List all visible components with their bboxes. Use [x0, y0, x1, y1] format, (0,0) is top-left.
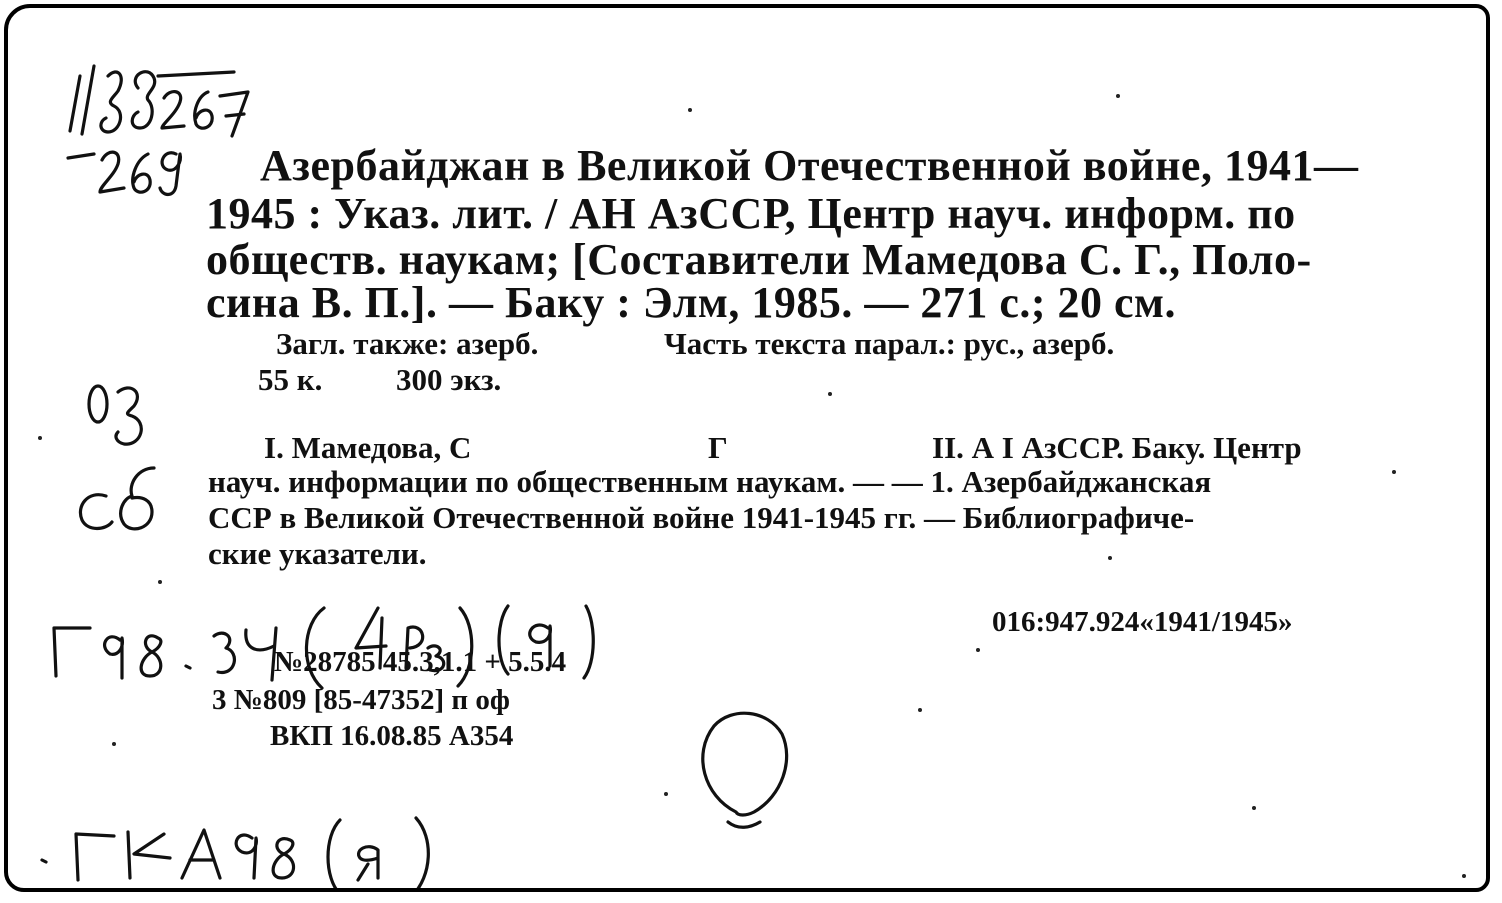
udc-code: 016:947.924«1941/1945»: [992, 606, 1293, 638]
entry-line-4: сина В. П.]. — Баку : Элм, 1985. — 271 с.; 20 см.: [206, 278, 1177, 327]
speck: [918, 708, 922, 712]
price: 55 к.: [258, 362, 323, 397]
title-note: Загл. также: азерб.: [276, 326, 539, 361]
copies: 300 экз.: [396, 362, 502, 397]
entry-line-3: обществ. наукам; [Составители Мамедова С. Г., Поло-: [206, 235, 1312, 284]
speck: [688, 108, 692, 112]
speck: [158, 580, 162, 584]
speck: [1252, 806, 1256, 810]
speck: [664, 792, 668, 796]
speck: [828, 392, 832, 396]
tracing-line-1c: II. А I АзССР. Баку. Центр: [932, 430, 1302, 465]
speck: [976, 648, 980, 652]
catalog-card: [4, 4, 1490, 892]
handwritten-stamp-label: [28, 798, 468, 892]
entry-line-2: 1945 : Указ. лит. / АН АзССР, Центр науч. информ. по: [206, 189, 1296, 238]
tracing-line-1a: I. Мамедова, С: [264, 430, 472, 465]
speck: [1392, 470, 1396, 474]
handwritten-mark-03: [78, 374, 168, 464]
speck: [112, 742, 116, 746]
speck: [1108, 556, 1112, 560]
codes-line-3: ВКП 16.08.85 А354: [270, 720, 514, 752]
speck: [1116, 94, 1120, 98]
speck: [1462, 874, 1466, 878]
tracing-line-2: науч. информации по общественным наукам. — — 1. Азербайджанская: [208, 464, 1212, 499]
tracing-line-4: ские указатели.: [208, 536, 427, 571]
codes-line-2: 3 №809 [85-47352] п оф: [212, 684, 510, 716]
handwritten-classification: [18, 588, 608, 698]
parallel-text-note: Часть текста парал.: рус., азерб.: [664, 326, 1115, 361]
entry-line-1: Азербайджан в Великой Отечественной войне, 1941—: [260, 141, 1359, 190]
handwritten-mark-sb: [66, 458, 176, 548]
tracing-line-1b: Г: [708, 430, 728, 465]
punch-hole: [688, 704, 798, 844]
speck: [38, 436, 42, 440]
codes-line-1: №28785 45.3,1.1 + 5.5.4: [274, 646, 567, 678]
tracing-line-3: ССР в Великой Отечественной войне 1941-1945 гг. — Библиографиче-: [208, 500, 1195, 535]
